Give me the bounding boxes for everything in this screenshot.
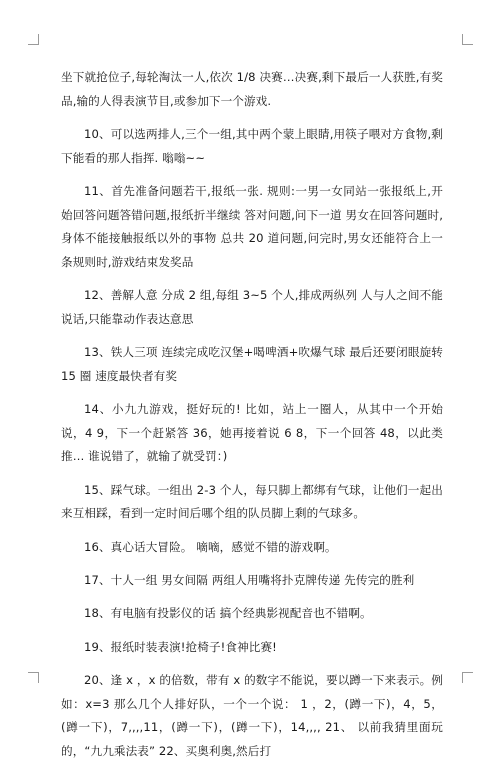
paragraph-item-15: 15、踩气球。一组出 2-3 个人，每只脚上都绑有气球，让他们一起出来互相踩，看到一定时间后哪个组的队员脚上剩的气球多。 (61, 482, 443, 521)
page-corner-mark-bottom-right (462, 672, 473, 683)
paragraph-item-12: 12、善解人意 分成 2 组,每组 3~5 个人,排成两纵列 人与人之间不能说话,只能靠动作表达意思 (61, 288, 443, 326)
paragraph-continuation: 坐下就抢位子,每轮淘汰一人,依次 1/8 决赛…决赛,剩下最后一人获胜,有奖品,输的人得表演节目,或参加下一个游戏. (61, 70, 443, 108)
document-body (61, 66, 443, 773)
paragraph-item-10: 10、可以选两排人,三个一组,其中两个蒙上眼睛,用筷子喂对方食物,剩下能看的那人指挥. 嗡嗡~~ (61, 126, 443, 165)
page-corner-mark-top-left (28, 34, 39, 45)
paragraph-item-14: 14、小九九游戏，挺好玩的! 比如，站上一圈人，从其中一个开始说，4 9，下一个赶紧答 36，她再接着说 6 8，下一个回答 48，以此类推… 谁说错了，就输了就受罚：) (61, 402, 443, 464)
paragraph-item-18: 18、有电脑有投影仪的话 搞个经典影视配音也不错啊。 (84, 606, 372, 621)
page-corner-mark-bottom-left (28, 672, 39, 683)
paragraph-item-11: 11、首先准备问题若干,报纸一张. 规则:一男一女同站一张报纸上,开始回答问题答错问题,报纸折半继续 答对问题,问下一道 男女在回答问题时,身体不能接触报纸以外的事物 总共 20 道问题,问完时,男女还能符合上一条规则时,游戏结束发奖品 (61, 183, 443, 269)
paragraph-item-13: 13、铁人三项 连续完成吃汉堡+喝啤酒+吹爆气球 最后还要闭眼旋转 15 圈 速度最快者有奖 (61, 345, 443, 383)
page-corner-mark-top-right (462, 34, 473, 45)
paragraph-item-16: 16、真心话大冒险。 嘀嘀，感觉不错的游戏啊。 (84, 539, 337, 554)
paragraph-item-20: 20、逢 x ，x 的倍数，带有 x 的数字不能说，要以蹲一下来表示。例如：x=3 那么几个人排好队，一个一个说： 1 ，2，(蹲一下)，4，5，(蹲一下)，7,,,,11，(蹲一下)，(蹲一下)，14,,,, 21、 以前我猜里面玩的，“九九乘法表” 22、买奥利奥,然后打 (61, 673, 443, 759)
paragraph-item-19: 19、报纸时装表演!抢椅子!食神比赛! (84, 639, 277, 654)
paragraph-item-17: 17、十人一组 男女间隔 两组人用嘴将扑克牌传递 先传完的胜利 (84, 573, 415, 588)
